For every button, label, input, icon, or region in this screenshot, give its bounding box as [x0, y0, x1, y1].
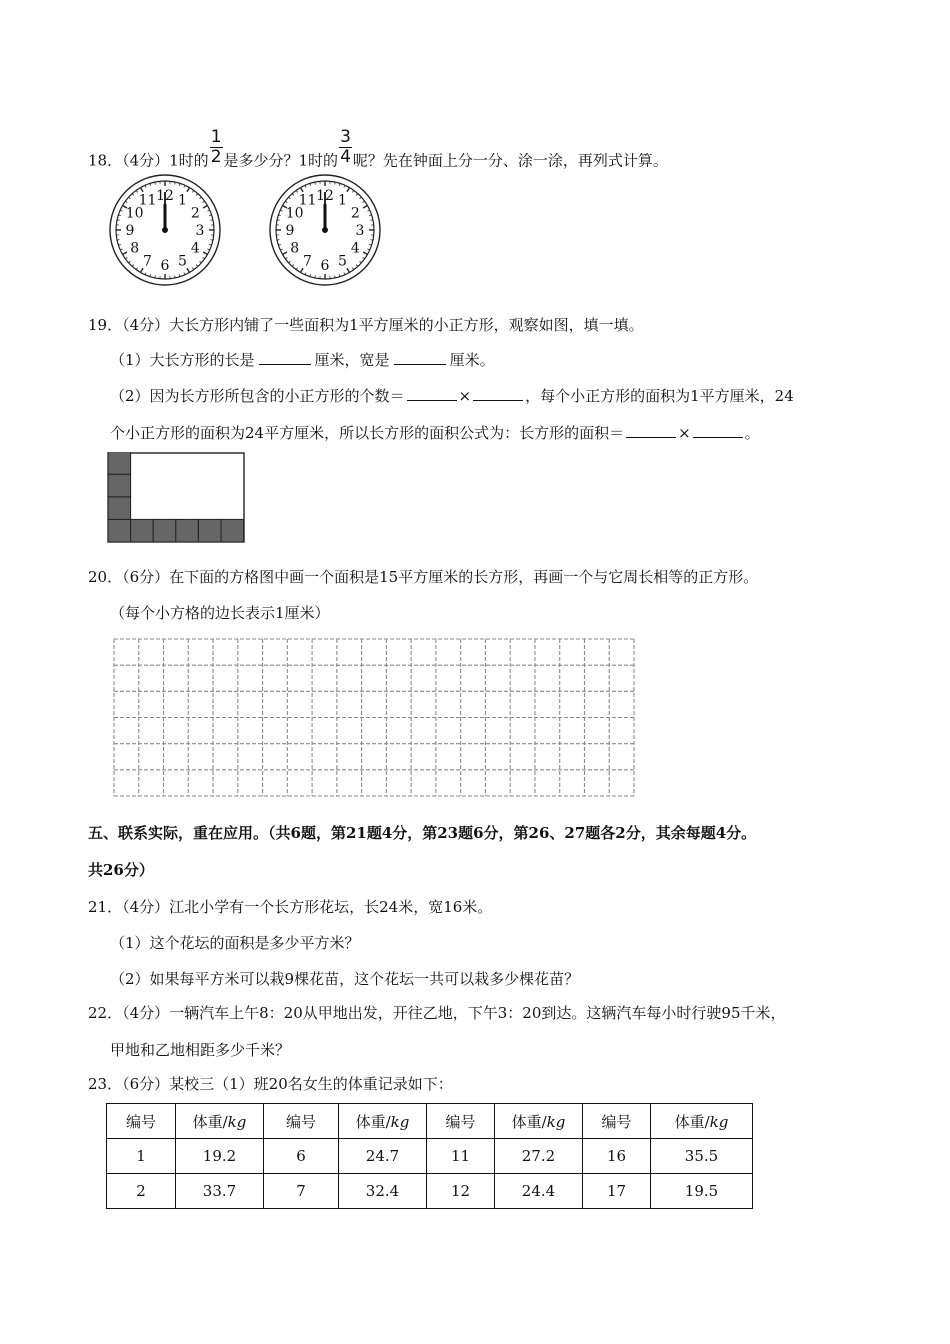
section5-heading: 五、联系实际，重在应用。（共6题，第21题4分，第23题6分，第26、27题各2分，其余每题4分。: [88, 824, 757, 842]
fraction-denominator: 2: [210, 147, 222, 167]
unit-square: [176, 519, 199, 542]
width-blank[interactable]: [394, 350, 446, 365]
q19-part2-line1: [110, 385, 794, 406]
header-weight: [651, 1104, 753, 1139]
clock-number: 10: [285, 205, 304, 222]
q19-part2-line2: [110, 422, 760, 443]
clock-number: 12: [316, 188, 334, 204]
table-row: [107, 1174, 753, 1209]
q18-mid: 是多少分？1时的: [223, 151, 339, 170]
q19-p2-text: （2）因为长方形所包含的小正方形的个数＝: [110, 387, 405, 405]
fraction-one-half: [210, 128, 223, 167]
table-cell: 17: [583, 1174, 651, 1209]
clock-tick: [335, 182, 336, 184]
clock-number: 9: [125, 223, 135, 239]
q19-p2-text: 个小正方形的面积为24平方厘米，所以长方形的面积公式为：长方形的面积＝: [110, 424, 625, 442]
table-cell: 19.5: [651, 1174, 753, 1209]
q20-stem: 20．（6分）在下面的方格图中画一个面积是15平方厘米的长方形，再画一个与它周长相等的正方形。: [88, 568, 759, 586]
header-id: 编号: [583, 1104, 651, 1139]
q18-prefix: 18．（4分）1时的: [88, 151, 209, 170]
header-id: 编号: [107, 1104, 176, 1139]
clock-number: 4: [190, 240, 200, 257]
clock-number: 8: [130, 240, 140, 257]
q19-p1-text: 厘米。: [449, 351, 495, 369]
clock-tick: [315, 182, 316, 184]
clock-tick: [175, 275, 176, 277]
q19-p1-text: （1）大长方形的长是: [110, 351, 255, 369]
clock-number: 2: [190, 205, 200, 222]
clock-number: 12: [156, 188, 174, 204]
clock-center: [322, 227, 328, 233]
fraction-three-quarters: [339, 128, 352, 167]
unit-square: [221, 519, 244, 542]
table-header-row: [107, 1104, 753, 1139]
unit-square: [108, 452, 131, 474]
clock-number: 11: [298, 192, 317, 209]
q20-note: （每个小方格的边长表示1厘米）: [110, 604, 330, 622]
times-sign: ×: [678, 424, 691, 442]
clock-number: 11: [138, 192, 157, 209]
clock-tick: [370, 240, 372, 241]
header-id: 编号: [264, 1104, 339, 1139]
table-cell: 24.4: [495, 1174, 583, 1209]
clock-number: 6: [160, 258, 170, 274]
rectangle-squares-figure: [107, 452, 247, 544]
q23-stem: 23．（6分）某校三（1）班20名女生的体重记录如下：: [88, 1075, 453, 1093]
length-blank[interactable]: [259, 350, 311, 365]
unit-square: [198, 519, 221, 542]
square-grid[interactable]: [112, 637, 636, 798]
unit-kg: kg: [227, 1112, 247, 1131]
clock-number: 8: [290, 240, 300, 257]
clock-number: 7: [143, 253, 152, 270]
formula-blank-1[interactable]: [626, 423, 676, 438]
header-weight-label: 体重/: [674, 1112, 710, 1131]
clock-number: 7: [303, 253, 312, 270]
clock-number: 1: [178, 192, 187, 209]
clock-tick: [370, 220, 372, 221]
clock-face-left[interactable]: [108, 173, 222, 287]
times-sign: ×: [458, 387, 472, 405]
header-weight: [339, 1104, 427, 1139]
fraction-denominator: 4: [340, 147, 351, 167]
q19-p2-end: 。: [744, 424, 760, 442]
clock-number: 3: [195, 223, 205, 239]
count-blank-2[interactable]: [473, 386, 523, 401]
header-id: 编号: [427, 1104, 495, 1139]
header-weight: [176, 1104, 264, 1139]
table-cell: 6: [264, 1139, 339, 1174]
clock-number: 2: [350, 205, 360, 222]
clock-tick: [210, 240, 212, 241]
clock-tick: [277, 240, 279, 241]
unit-square: [108, 497, 131, 520]
unit-kg: kg: [390, 1112, 410, 1131]
table-cell: 33.7: [176, 1174, 264, 1209]
formula-blank-2[interactable]: [693, 423, 743, 438]
q19-stem: 19．（4分）大长方形内铺了一些面积为1平方厘米的小正方形，观察如图，填一填。: [88, 316, 644, 334]
q19-p2-text: ，每个小正方形的面积为1平方厘米，24: [525, 387, 794, 405]
q21-stem: 21．（4分）江北小学有一个长方形花坛，长24米，宽16米。: [88, 898, 493, 916]
table-cell: 2: [107, 1174, 176, 1209]
table-cell: 24.7: [339, 1139, 427, 1174]
unit-square: [108, 474, 131, 497]
table-cell: 32.4: [339, 1174, 427, 1209]
clock-tick: [117, 220, 119, 221]
clock-number: 3: [355, 223, 365, 239]
section5-heading-cont: 共26分）: [88, 861, 154, 879]
table-cell: 35.5: [651, 1139, 753, 1174]
clock-number: 5: [338, 253, 347, 270]
clock-number: 5: [178, 253, 187, 270]
clock-tick: [155, 182, 156, 184]
clock-tick: [277, 220, 279, 221]
clock-number: 9: [285, 223, 295, 239]
clock-center: [162, 227, 168, 233]
q19-part1: [110, 349, 495, 370]
q18-suffix: 呢？先在钟面上分一分、涂一涂，再列式计算。: [352, 151, 668, 170]
clock-face-right[interactable]: [268, 173, 382, 287]
clock-number: 4: [350, 240, 360, 257]
clock-tick: [155, 275, 156, 277]
header-weight-label: 体重/: [511, 1112, 547, 1131]
table-cell: 1: [107, 1139, 176, 1174]
table-cell: 19.2: [176, 1139, 264, 1174]
clock-number: 1: [338, 192, 347, 209]
q22-stem: 22．（4分）一辆汽车上午8：20从甲地出发，开往乙地，下午3：20到达。这辆汽车每小时行驶95千米，: [88, 1004, 786, 1022]
clock-tick: [175, 182, 176, 184]
weight-table: [106, 1103, 753, 1209]
table-cell: 16: [583, 1139, 651, 1174]
unit-square: [108, 519, 131, 542]
clock-tick: [335, 275, 336, 277]
count-blank-1[interactable]: [407, 386, 457, 401]
table-cell: 12: [427, 1174, 495, 1209]
q22-stem-cont: 甲地和乙地相距多少千米？: [110, 1041, 291, 1059]
clock-tick: [315, 275, 316, 277]
q21-part2: （2）如果每平方米可以栽9棵花苗，这个花坛一共可以栽多少棵花苗？: [110, 970, 580, 988]
header-weight-label: 体重/: [355, 1112, 391, 1131]
header-weight: [495, 1104, 583, 1139]
clock-tick: [117, 240, 119, 241]
table-cell: 27.2: [495, 1139, 583, 1174]
clock-number: 6: [320, 258, 330, 274]
clock-number: 10: [125, 205, 144, 222]
q21-part1: （1）这个花坛的面积是多少平方米？: [110, 934, 360, 952]
table-cell: 11: [427, 1139, 495, 1174]
unit-square: [131, 519, 154, 542]
table-row: [107, 1139, 753, 1174]
unit-kg: kg: [546, 1112, 566, 1131]
fraction-numerator: 3: [340, 127, 351, 147]
unit-square: [153, 519, 176, 542]
table-cell: 7: [264, 1174, 339, 1209]
unit-kg: kg: [709, 1112, 729, 1131]
q19-p1-text: 厘米，宽是: [314, 351, 390, 369]
fraction-numerator: 1: [210, 127, 222, 147]
header-weight-label: 体重/: [192, 1112, 228, 1131]
clock-tick: [210, 220, 212, 221]
